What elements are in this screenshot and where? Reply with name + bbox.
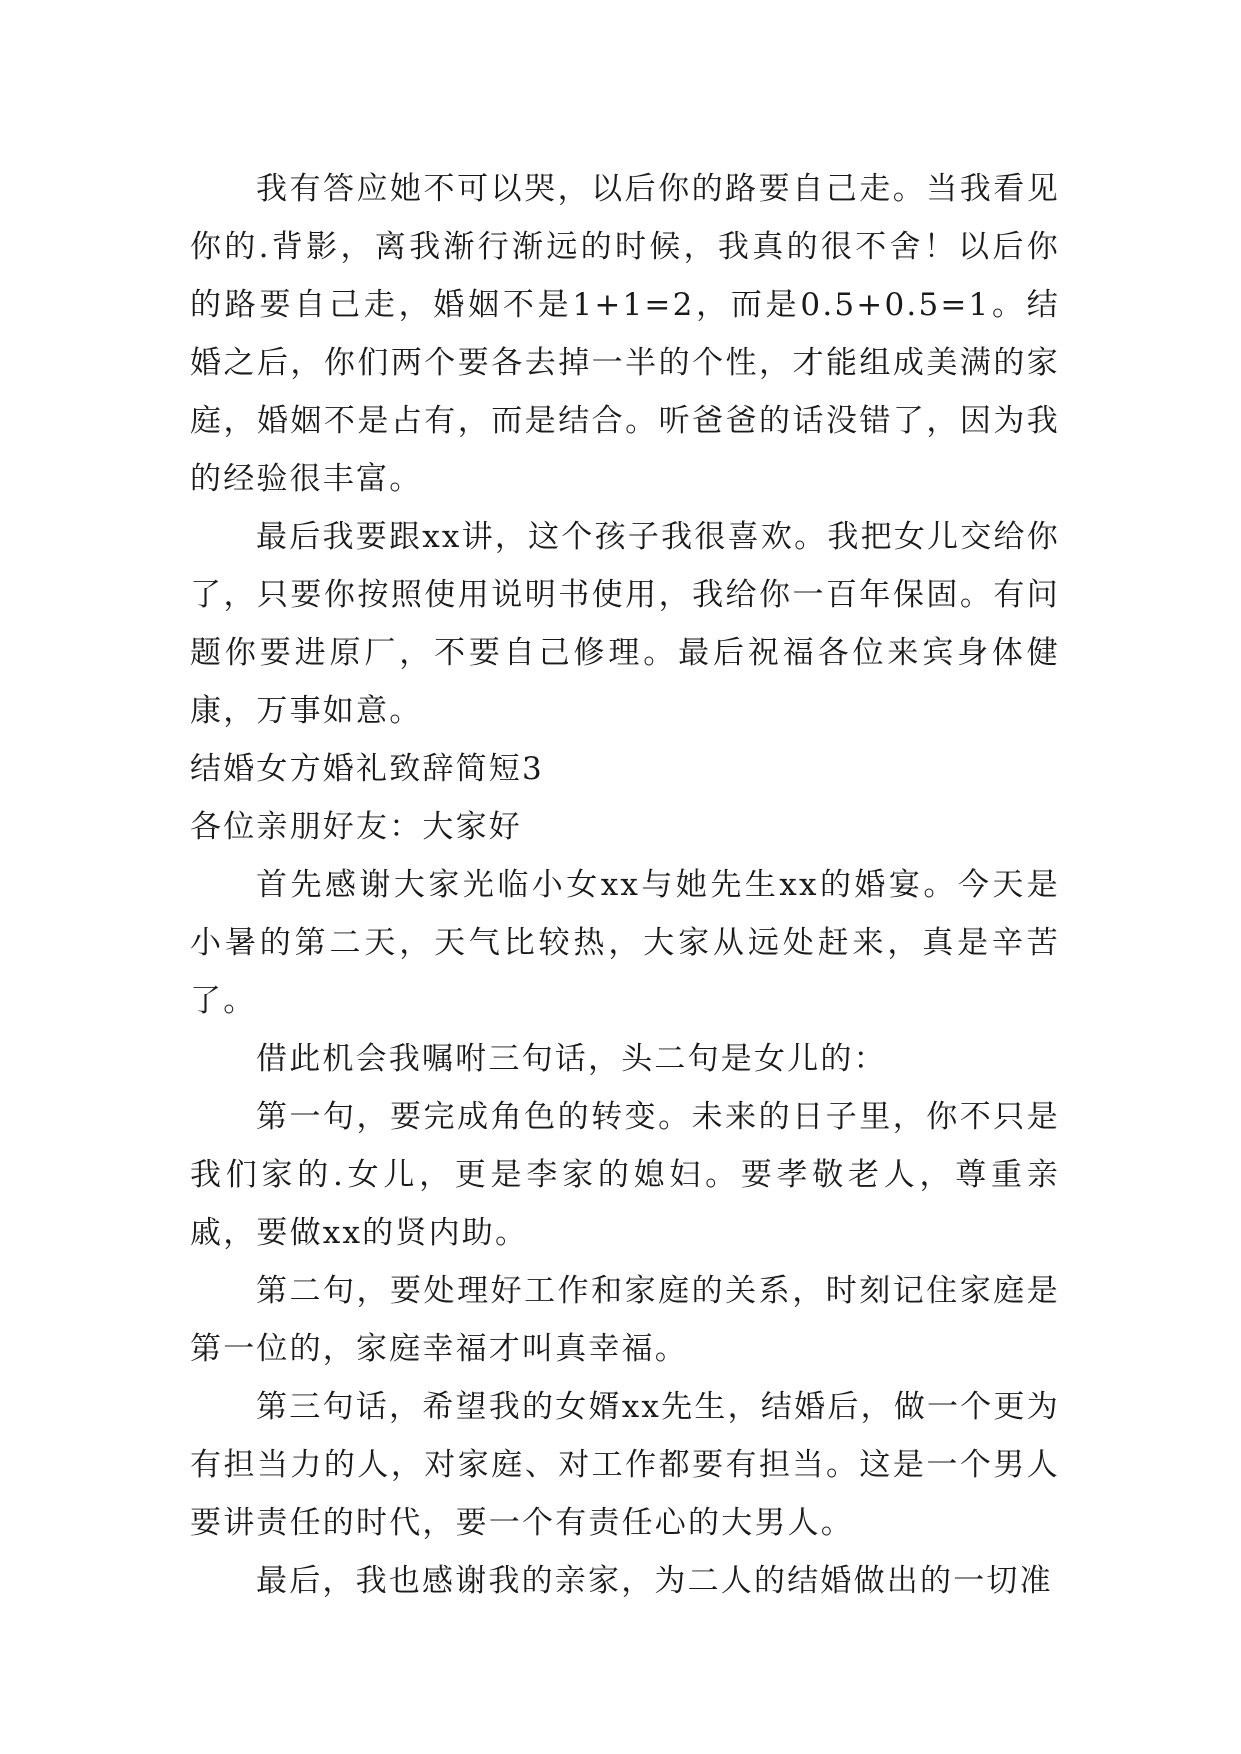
- greeting-line: 各位亲朋好友：大家好: [190, 809, 522, 845]
- document-body: [190, 160, 1060, 1610]
- paragraph-first-sentence: 第一句，要完成角色的转变。未来的日子里，你不只是我们家的.女儿，更是李家的媳妇。要孝敬老人，尊重亲戚，要做xx的贤内助。: [190, 1099, 1060, 1251]
- paragraph-thanks: 首先感谢大家光临小女xx与她先生xx的婚宴。今天是小暑的第二天，天气比较热，大家从远处赶来，真是辛苦了。: [190, 867, 1060, 1019]
- paragraph-three-sentences: 借此机会我嘱咐三句话，头二句是女儿的：: [256, 1041, 887, 1077]
- section-heading: 结婚女方婚礼致辞简短3: [190, 751, 544, 787]
- paragraph-third-sentence: 第三句话，希望我的女婿xx先生，结婚后，做一个更为有担当力的人，对家庭、对工作都要有担当。这是一个男人要讲责任的时代，要一个有责任心的大男人。: [190, 1389, 1060, 1541]
- paragraph-second-sentence: 第二句，要处理好工作和家庭的关系，时刻记住家庭是第一位的，家庭幸福才叫真幸福。: [190, 1273, 1060, 1367]
- paragraph-promise: 我有答应她不可以哭，以后你的路要自己走。当我看见你的.背影，离我渐行渐远的时候，我真的很不舍！以后你的路要自己走，婚姻不是1+1=2，而是0.5+0.5=1。结婚之后，你们两个要各去掉一半的个性，才能组成美满的家庭，婚姻不是占有，而是结合。听爸爸的话没错了，因为我的经验很丰富。: [190, 171, 1060, 497]
- paragraph-to-groom: 最后我要跟xx讲，这个孩子我很喜欢。我把女儿交给你了，只要你按照使用说明书使用，我给你一百年保固。有问题你要进原厂，不要自己修理。最后祝福各位来宾身体健康，万事如意。: [190, 519, 1060, 729]
- paragraph-closing: 最后，我也感谢我的亲家，为二人的结婚做出的一切准: [256, 1563, 1053, 1599]
